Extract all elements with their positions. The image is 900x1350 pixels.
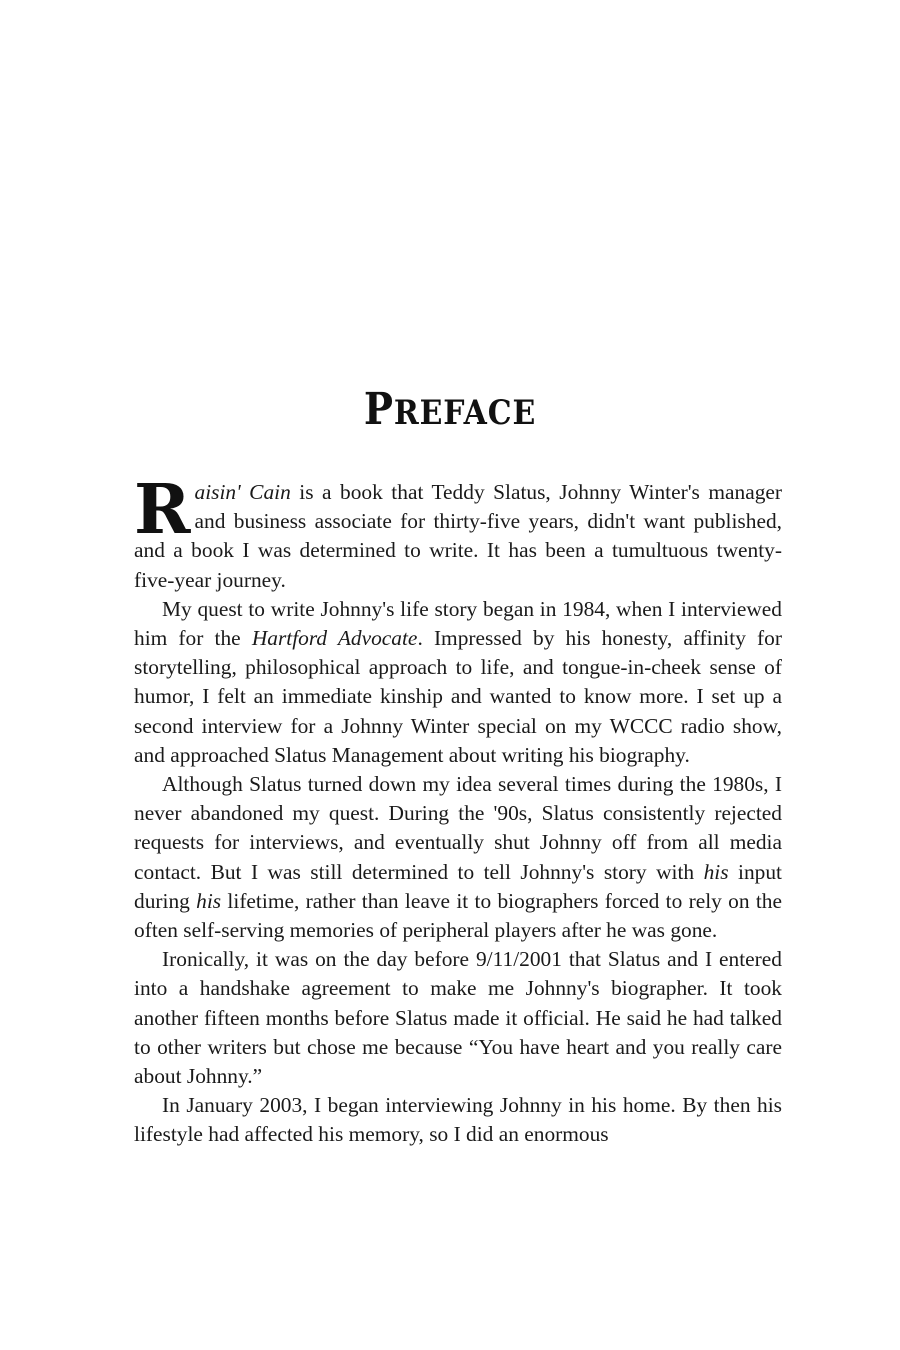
- paragraph-2-text-a: My quest to write Johnny's life story began in 1984, when I interviewed him for the: [134, 596, 782, 651]
- title-rest: REFACE: [393, 393, 537, 434]
- paragraph-5-text: In January 2003, I began interviewing Johnny in his home. By then his lifestyle had affected his memory, so I did an enormous: [134, 1093, 782, 1147]
- body-text: [134, 470, 783, 1150]
- publication-title-italic: Hartford Advocate: [251, 626, 418, 651]
- paragraph-2-text-b: . Impressed by his honesty, affinity for storytelling, philosophical approach to life, and tongue-in-cheek sense of humor, I felt an immediate kinship and wanted to know more. I set up a second interview for a Johnny Winter special on my WCCC radio show, and approached Slatus Management about writing his biography.: [134, 626, 782, 767]
- drop-cap: R: [134, 470, 191, 550]
- paragraph-5: [134, 1091, 782, 1149]
- paragraph-3-text-b: input during: [134, 859, 782, 913]
- emphasis-his-2: his: [196, 888, 222, 913]
- paragraph-4-text: Ironically, it was on the day before 9/11/2001 that Slatus and I entered into a handshake agreement to make me Johnny's biographer. It took another fifteen months before Slatus made it official. He said he had talked to other writers but chose me because “You have heart and you really care about Johnny.”: [134, 947, 782, 1089]
- paragraph-2: [134, 595, 782, 770]
- paragraph-4: [134, 945, 782, 1091]
- paragraph-3-text-c: lifetime, rather than leave it to biographers forced to rely on the often self-serving memories of peripheral players after he was gone.: [134, 888, 782, 943]
- paragraph-1: [134, 470, 783, 595]
- title-initial: P: [363, 384, 394, 436]
- paragraph-3-text-a: Although Slatus turned down my idea several times during the 1980s, I never abandoned my quest. During the '90s, Slatus consistently rejected requests for interviews, and eventually shut Johnny off from all media contact. But I was still determined to tell Johnny's story with: [134, 772, 782, 884]
- emphasis-his-1: his: [703, 859, 729, 884]
- chapter-title: [54, 384, 846, 435]
- book-title-italic: aisin' Cain: [194, 480, 291, 504]
- paragraph-3: [134, 770, 782, 945]
- paragraph-1-text: is a book that Teddy Slatus, Johnny Winter's manager and business associate for thirty-five years, didn't want published, and a book I was determined to write. It has been a tumultuous twenty-five-year journey.: [134, 480, 783, 592]
